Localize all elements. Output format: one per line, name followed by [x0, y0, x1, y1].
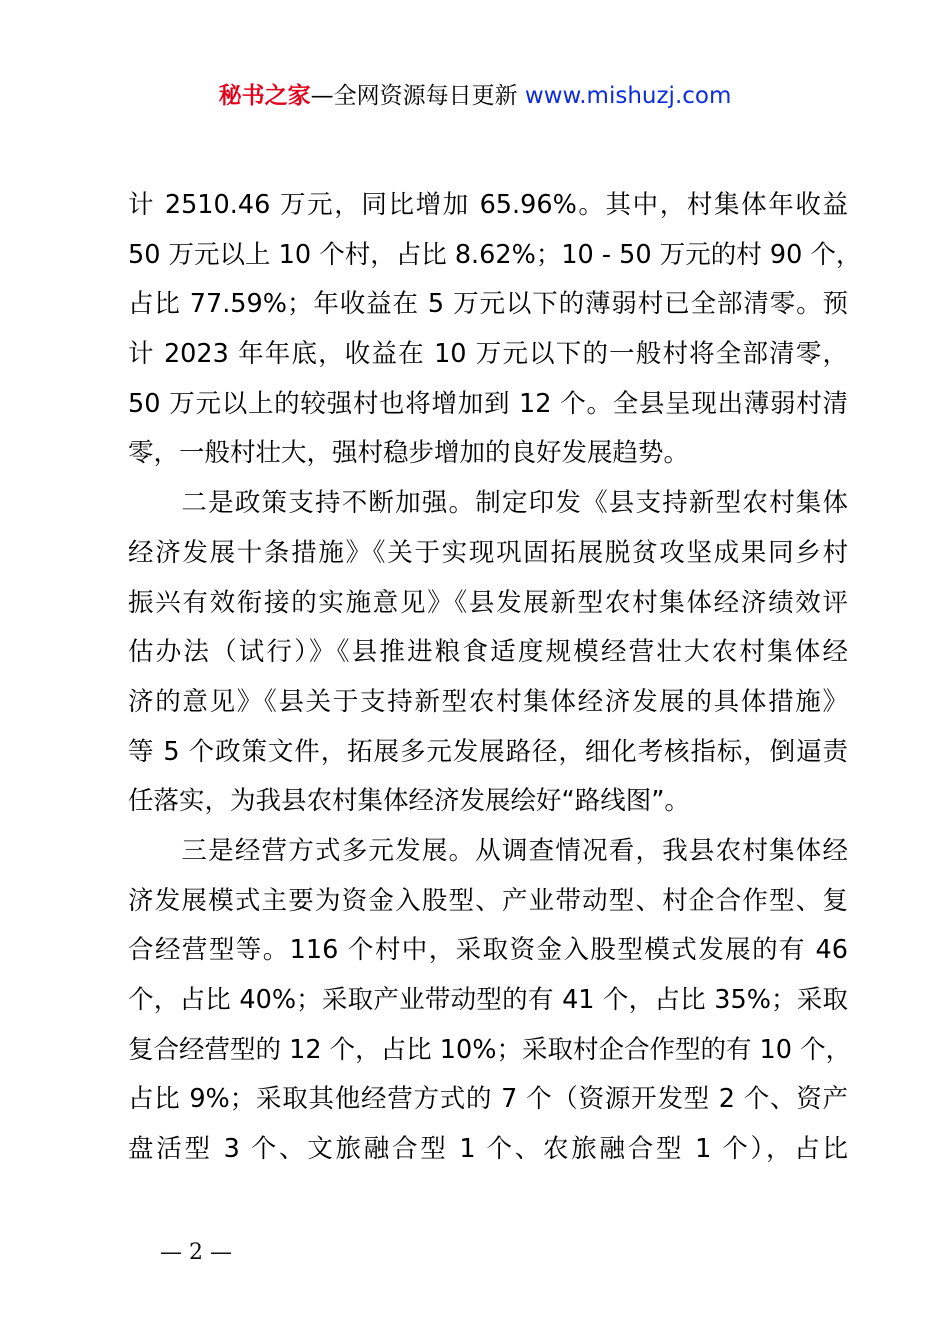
text-line: 计 2510.46 万元，同比增加 65.96%。其中，村集体年收益: [128, 190, 848, 220]
text-line: 三是经营方式多元发展。从调查情况看，我县农村集体经: [128, 835, 848, 866]
header-tagline: —全网资源每日更新: [310, 83, 518, 109]
text-line: 盘活型 3 个、文旅融合型 1 个、农旅融合型 1 个），占比: [128, 1134, 848, 1165]
text-line: 经济发展十条措施》《关于实现巩固拓展脱贫攻坚成果同乡村: [128, 537, 848, 568]
text-line: 任落实，为我县农村集体经济发展绘好“路线图”。: [128, 786, 690, 817]
text-line: 复合经营型的 12 个，占比 10%；采取村企合作型的有 10 个，: [128, 1034, 852, 1065]
text-line: 50 万元以上的较强村也将增加到 12 个。全县呈现出薄弱村清: [128, 388, 848, 419]
text-line: 济发展模式主要为资金入股型、产业带动型、村企合作型、复: [128, 885, 848, 916]
site-header: [0, 80, 950, 112]
document-body: [128, 185, 862, 1179]
text-line: 占比 9%；采取其他经营方式的 7 个（资源开发型 2 个、资产: [128, 1084, 848, 1115]
text-line: 振兴有效衔接的实施意见》《县发展新型农村集体经济绩效评: [128, 587, 848, 618]
text-line: 50 万元以上 10 个村，占比 8.62%；10 - 50 万元的村 90 个，: [128, 239, 862, 270]
text-line: 等 5 个政策文件，拓展多元发展路径，细化考核指标，倒逼责: [128, 736, 848, 767]
text-line: 计 2023 年年底，收益在 10 万元以下的一般村将全部清零，: [128, 339, 848, 370]
text-line: 零，一般村壮大，强村稳步增加的良好发展趋势。: [128, 438, 690, 469]
text-line: 合经营型等。116 个村中，采取资金入股型模式发展的有 46: [128, 935, 848, 966]
text-line: 济的意见》《县关于支持新型农村集体经济发展的具体措施》: [128, 686, 848, 717]
text-line: 占比 77.59%；年收益在 5 万元以下的薄弱村已全部清零。预: [128, 289, 848, 320]
text-line: 估办法（试行）》《县推进粮食适度规模经营壮大农村集体经: [128, 637, 848, 668]
brand-name: 秘书之家: [218, 83, 311, 109]
text-line: 个，占比 40%；采取产业带动型的有 41 个，占比 35%；采取: [128, 985, 848, 1015]
website-link[interactable]: www.mishuzj.com: [524, 83, 732, 109]
text-line: 二是政策支持不断加强。制定印发《县支持新型农村集体: [128, 488, 848, 519]
page-number: — 2 —: [160, 1240, 232, 1265]
